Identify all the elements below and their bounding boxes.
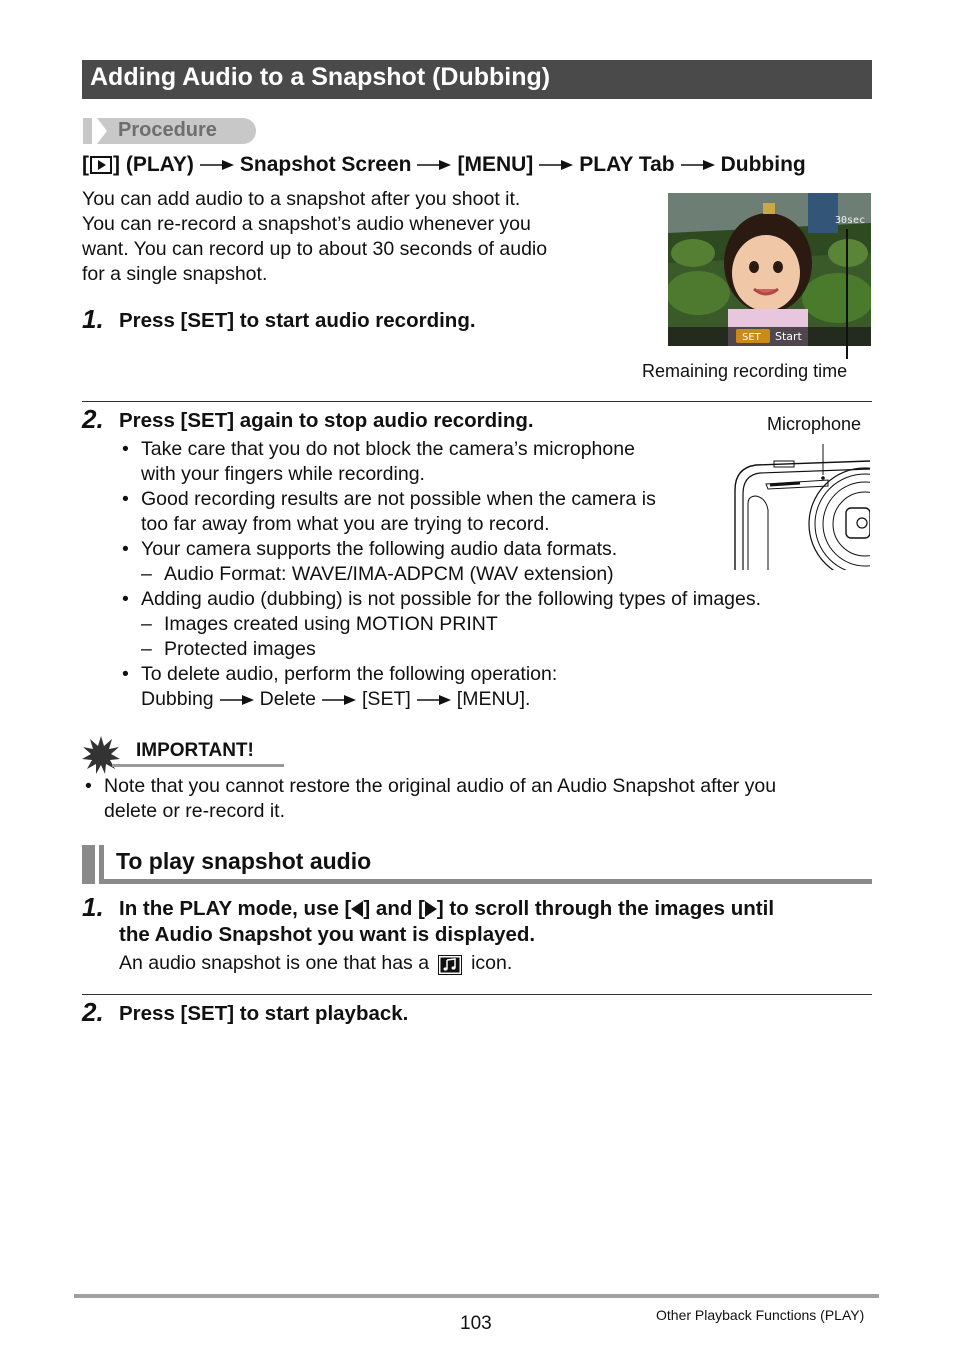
page-title: Adding Audio to a Snapshot (Dubbing) [90,63,551,91]
step-number: 2. [82,404,104,434]
screen-start-label: Start [775,330,802,343]
play-button-icon [90,156,112,174]
delete-path: Dubbing Delete [SET] [MENU]. [141,688,531,710]
step-text: Press [SET] to start audio recording. [119,309,476,332]
path-item: Dubbing [720,153,806,176]
arrow-right-icon [681,159,715,171]
note-item: Good recording results are not possible when the camera is too far away from what you are trying to record. [141,488,656,535]
snapshot-screen-image [668,193,871,346]
photo-caption: Remaining recording time [642,361,848,381]
important-burst-icon [82,736,120,774]
arrow-right-icon [539,159,573,171]
section-title-bar [82,60,872,99]
audio-snapshot-icon [438,955,462,975]
note-subitem: Protected images [164,638,316,660]
page-number: 103 [460,1313,492,1334]
step-number: 1. [82,304,104,334]
note-item: To delete audio, perform the following operation: [141,663,558,685]
remaining-time-readout: 30sec [835,215,866,226]
subsection-header [82,845,872,884]
step-text-line2: the Audio Snapshot you want is displayed. [119,923,536,946]
right-triangle-icon [425,901,437,917]
note-subitem: Audio Format: WAVE/IMA-ADPCM (WAV extension) [164,563,614,585]
screen-set-label: SET [742,332,761,343]
arrow-right-icon [417,159,451,171]
path-item: Snapshot Screen [239,153,412,176]
procedure-label: Procedure [118,119,217,141]
divider [82,401,872,402]
divider [82,994,872,995]
procedure-tab [83,118,256,144]
path-item: PLAY Tab [579,153,675,176]
callout-line [846,229,848,359]
step-note: An audio snapshot is one that has a icon. [119,952,513,974]
intro-text: You can add audio to a snapshot after you shoot it. You can re-record a snapshot’s audio whenever you want. You can record up to about 30 seconds of audio for a single snapshot. [82,188,548,285]
procedure-path: [ ] (PLAY) Snapshot Screen [MENU] PLAY Tab Dubbing [82,153,806,176]
footer-rule [74,1294,879,1298]
note-item: Take care that you do not block the camera’s microphone with your fingers while recording. [141,438,635,485]
arrow-right-icon [417,694,451,706]
step-number: 1. [82,892,104,922]
left-triangle-icon [351,901,363,917]
arrow-right-icon [220,694,254,706]
note-item: Your camera supports the following audio data formats. [141,538,618,560]
footer-section-label: Other Playback Functions (PLAY) [656,1307,865,1323]
camera-microphone-illustration [730,440,870,570]
microphone-caption: Microphone [767,414,862,434]
step-text: Press [SET] again to stop audio recording. [119,409,534,432]
note-item: Adding audio (dubbing) is not possible for the following types of images. [141,588,762,610]
important-label: IMPORTANT! [136,740,254,761]
important-note: Note that you cannot restore the original audio of an Audio Snapshot after you delete or re-record it. [104,775,777,822]
path-item: [MENU] [457,153,534,176]
arrow-right-icon [322,694,356,706]
step-text: In the PLAY mode, use [ ] and [ ] to scroll through the images until [119,897,775,920]
note-subitem: Images created using MOTION PRINT [164,613,498,635]
important-underline [112,764,284,767]
subsection-title: To play snapshot audio [116,848,372,874]
arrow-right-icon [200,159,234,171]
step-number: 2. [82,997,104,1027]
step-text: Press [SET] to start playback. [119,1002,409,1025]
